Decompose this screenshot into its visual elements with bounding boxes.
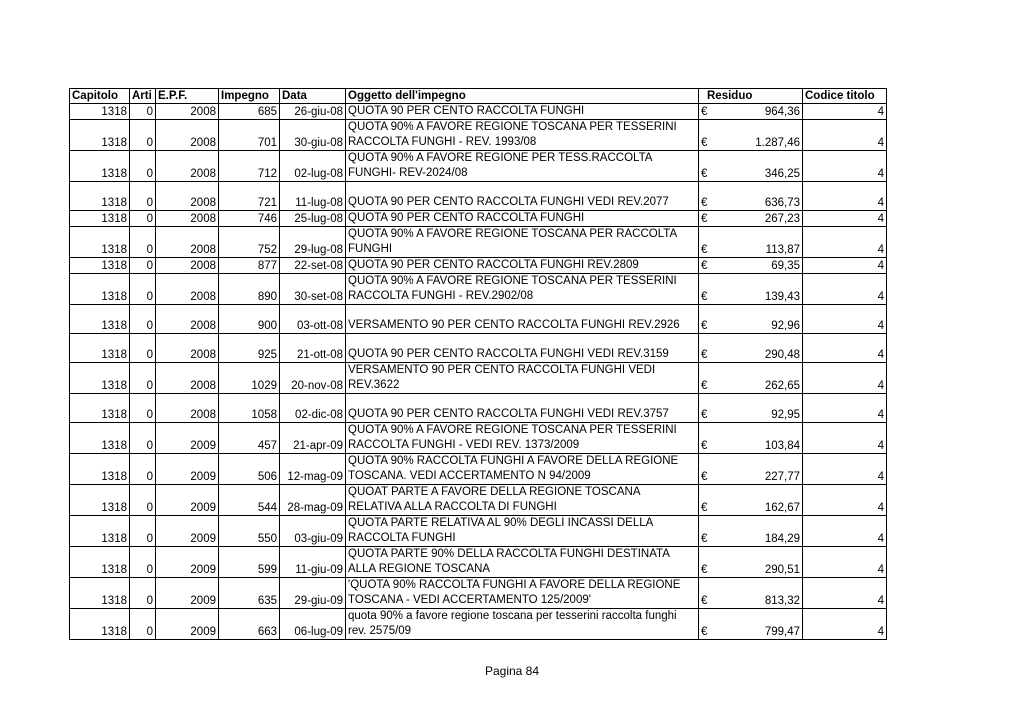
cell-residuo xyxy=(699,609,803,640)
cell-residuo xyxy=(699,151,803,182)
currency-symbol: € xyxy=(701,471,708,483)
cell-capitolo: 1318 xyxy=(70,334,130,363)
cell-impegno: 1029 xyxy=(219,363,280,394)
cell-epf: 2009 xyxy=(156,454,219,485)
table-row xyxy=(70,182,887,211)
cell-residuo xyxy=(699,104,803,120)
currency-symbol: € xyxy=(701,533,708,545)
cell-articolo: 0 xyxy=(130,274,156,305)
currency-symbol: € xyxy=(701,197,708,209)
cell-codice: 4 xyxy=(803,258,887,274)
cell-capitolo: 1318 xyxy=(70,423,130,454)
residuo-amount: 290,51 xyxy=(764,564,800,576)
cell-oggetto: quota 90% a favore regione toscana per tesserini raccolta funghi rev. 2575/09 xyxy=(346,609,699,640)
header-oggetto: Oggetto dell'impegno xyxy=(346,89,699,104)
header-impegno: Impegno xyxy=(219,89,280,104)
cell-epf: 2009 xyxy=(156,609,219,640)
currency-symbol: € xyxy=(701,213,708,225)
residuo-amount: 290,48 xyxy=(764,349,800,361)
table-row xyxy=(70,227,887,258)
cell-capitolo: 1318 xyxy=(70,547,130,578)
cell-residuo xyxy=(699,274,803,305)
cell-articolo: 0 xyxy=(130,211,156,227)
table-row xyxy=(70,516,887,547)
cell-capitolo: 1318 xyxy=(70,227,130,258)
cell-capitolo: 1318 xyxy=(70,578,130,609)
residuo-amount: 92,95 xyxy=(771,409,800,421)
cell-data: 30-giu-08 xyxy=(280,120,346,151)
cell-oggetto: QUOTA 90% A FAVORE REGIONE TOSCANA PER TESSERINI RACCOLTA FUNGHI - VEDI REV. 1373/2009 xyxy=(346,423,699,454)
currency-symbol: € xyxy=(701,320,708,332)
cell-codice: 4 xyxy=(803,454,887,485)
cell-codice: 4 xyxy=(803,120,887,151)
cell-oggetto: QUOAT PARTE A FAVORE DELLA REGIONE TOSCANA RELATIVA ALLA RACCOLTA DI FUNGHI xyxy=(346,485,699,516)
cell-impegno: 752 xyxy=(219,227,280,258)
cell-articolo: 0 xyxy=(130,104,156,120)
cell-residuo xyxy=(699,258,803,274)
currency-symbol: € xyxy=(701,106,708,118)
table-row xyxy=(70,547,887,578)
cell-codice: 4 xyxy=(803,104,887,120)
table-row xyxy=(70,305,887,334)
cell-capitolo: 1318 xyxy=(70,104,130,120)
residuo-amount: 69,35 xyxy=(771,260,800,272)
cell-capitolo: 1318 xyxy=(70,454,130,485)
table-row xyxy=(70,104,887,120)
residuo-amount: 103,84 xyxy=(764,440,800,452)
cell-codice: 4 xyxy=(803,423,887,454)
currency-symbol: € xyxy=(701,244,708,256)
header-epf: E.P.F. xyxy=(156,89,219,104)
cell-epf: 2008 xyxy=(156,274,219,305)
cell-codice: 4 xyxy=(803,394,887,423)
cell-epf: 2008 xyxy=(156,120,219,151)
header-row xyxy=(70,89,887,104)
cell-articolo: 0 xyxy=(130,227,156,258)
currency-symbol: € xyxy=(701,564,708,576)
currency-symbol: € xyxy=(701,502,708,514)
cell-residuo xyxy=(699,485,803,516)
residuo-amount: 184,29 xyxy=(764,533,800,545)
cell-articolo: 0 xyxy=(130,516,156,547)
cell-articolo: 0 xyxy=(130,120,156,151)
cell-epf: 2009 xyxy=(156,485,219,516)
cell-codice: 4 xyxy=(803,547,887,578)
cell-oggetto: QUOTA 90 PER CENTO RACCOLTA FUNGHI xyxy=(346,211,699,227)
cell-epf: 2008 xyxy=(156,211,219,227)
cell-epf: 2008 xyxy=(156,394,219,423)
cell-articolo: 0 xyxy=(130,609,156,640)
cell-residuo xyxy=(699,394,803,423)
cell-epf: 2008 xyxy=(156,182,219,211)
cell-data: 11-lug-08 xyxy=(280,182,346,211)
cell-capitolo: 1318 xyxy=(70,182,130,211)
cell-epf: 2008 xyxy=(156,104,219,120)
table-row xyxy=(70,334,887,363)
cell-data: 02-lug-08 xyxy=(280,151,346,182)
cell-oggetto: QUOTA 90 PER CENTO RACCOLTA FUNGHI VEDI REV.3159 xyxy=(346,334,699,363)
cell-epf: 2008 xyxy=(156,334,219,363)
cell-impegno: 1058 xyxy=(219,394,280,423)
cell-articolo: 0 xyxy=(130,485,156,516)
cell-impegno: 925 xyxy=(219,334,280,363)
cell-codice: 4 xyxy=(803,227,887,258)
header-capitolo: Capitolo xyxy=(70,89,130,104)
cell-data: 30-set-08 xyxy=(280,274,346,305)
residuo-amount: 1.287,46 xyxy=(755,137,800,149)
header-codice-titolo: Codice titolo xyxy=(803,89,887,104)
cell-data: 21-apr-09 xyxy=(280,423,346,454)
currency-symbol: € xyxy=(701,168,708,180)
currency-symbol: € xyxy=(701,137,708,149)
cell-codice: 4 xyxy=(803,578,887,609)
cell-capitolo: 1318 xyxy=(70,274,130,305)
cell-articolo: 0 xyxy=(130,578,156,609)
cell-data: 22-set-08 xyxy=(280,258,346,274)
cell-epf: 2009 xyxy=(156,547,219,578)
cell-codice: 4 xyxy=(803,485,887,516)
cell-capitolo: 1318 xyxy=(70,120,130,151)
cell-data: 03-giu-09 xyxy=(280,516,346,547)
cell-articolo: 0 xyxy=(130,394,156,423)
table-row xyxy=(70,394,887,423)
table-row xyxy=(70,454,887,485)
cell-residuo xyxy=(699,334,803,363)
cell-oggetto: 'QUOTA 90% RACCOLTA FUNGHI A FAVORE DELLA REGIONE TOSCANA - VEDI ACCERTAMENTO 125/2009' xyxy=(346,578,699,609)
cell-capitolo: 1318 xyxy=(70,305,130,334)
cell-codice: 4 xyxy=(803,363,887,394)
cell-residuo xyxy=(699,182,803,211)
cell-oggetto: QUOTA 90 PER CENTO RACCOLTA FUNGHI VEDI REV.2077 xyxy=(346,182,699,211)
impegni-table xyxy=(69,88,887,640)
cell-capitolo: 1318 xyxy=(70,609,130,640)
cell-epf: 2008 xyxy=(156,151,219,182)
cell-data: 03-ott-08 xyxy=(280,305,346,334)
cell-residuo xyxy=(699,305,803,334)
cell-articolo: 0 xyxy=(130,423,156,454)
cell-oggetto: QUOTA 90% A FAVORE REGIONE TOSCANA PER TESSERINI RACCOLTA FUNGHI - REV. 1993/08 xyxy=(346,120,699,151)
table-row xyxy=(70,151,887,182)
table-body xyxy=(70,104,887,640)
residuo-amount: 227,77 xyxy=(764,471,800,483)
cell-codice: 4 xyxy=(803,274,887,305)
currency-symbol: € xyxy=(701,291,708,303)
residuo-amount: 267,23 xyxy=(764,213,800,225)
cell-codice: 4 xyxy=(803,516,887,547)
cell-oggetto: QUOTA 90% RACCOLTA FUNGHI A FAVORE DELLA REGIONE TOSCANA. VEDI ACCERTAMENTO N 94/2009 xyxy=(346,454,699,485)
cell-residuo xyxy=(699,120,803,151)
cell-oggetto: QUOTA PARTE RELATIVA AL 90% DEGLI INCASSI DELLA RACCOLTA FUNGHI xyxy=(346,516,699,547)
cell-data: 28-mag-09 xyxy=(280,485,346,516)
residuo-amount: 636,73 xyxy=(764,197,800,209)
cell-oggetto: QUOTA PARTE 90% DELLA RACCOLTA FUNGHI DESTINATA ALLA REGIONE TOSCANA xyxy=(346,547,699,578)
cell-epf: 2008 xyxy=(156,227,219,258)
residuo-amount: 139,43 xyxy=(764,291,800,303)
currency-symbol: € xyxy=(701,380,708,392)
currency-symbol: € xyxy=(701,440,708,452)
cell-impegno: 701 xyxy=(219,120,280,151)
cell-impegno: 712 xyxy=(219,151,280,182)
cell-impegno: 457 xyxy=(219,423,280,454)
cell-data: 20-nov-08 xyxy=(280,363,346,394)
table-row xyxy=(70,274,887,305)
residuo-amount: 262,65 xyxy=(764,380,800,392)
cell-oggetto: QUOTA 90 PER CENTO RACCOLTA FUNGHI xyxy=(346,104,699,120)
cell-impegno: 599 xyxy=(219,547,280,578)
cell-impegno: 721 xyxy=(219,182,280,211)
cell-articolo: 0 xyxy=(130,454,156,485)
cell-data: 12-mag-09 xyxy=(280,454,346,485)
cell-codice: 4 xyxy=(803,334,887,363)
cell-oggetto: VERSAMENTO 90 PER CENTO RACCOLTA FUNGHI REV.2926 xyxy=(346,305,699,334)
cell-impegno: 635 xyxy=(219,578,280,609)
cell-residuo xyxy=(699,423,803,454)
residuo-amount: 964,36 xyxy=(764,106,800,118)
currency-symbol: € xyxy=(701,349,708,361)
page-number: Pagina 84 xyxy=(484,664,540,678)
residuo-amount: 799,47 xyxy=(764,626,800,638)
residuo-amount: 92,96 xyxy=(771,320,800,332)
cell-capitolo: 1318 xyxy=(70,363,130,394)
cell-epf: 2009 xyxy=(156,423,219,454)
table-row xyxy=(70,120,887,151)
cell-codice: 4 xyxy=(803,182,887,211)
table-row xyxy=(70,578,887,609)
cell-epf: 2008 xyxy=(156,363,219,394)
cell-data: 11-giu-09 xyxy=(280,547,346,578)
cell-data: 02-dic-08 xyxy=(280,394,346,423)
cell-capitolo: 1318 xyxy=(70,485,130,516)
cell-data: 26-giu-08 xyxy=(280,104,346,120)
cell-capitolo: 1318 xyxy=(70,211,130,227)
header-articolo: Arti xyxy=(130,89,156,104)
cell-oggetto: VERSAMENTO 90 PER CENTO RACCOLTA FUNGHI VEDI REV.3622 xyxy=(346,363,699,394)
header-data: Data xyxy=(280,89,346,104)
cell-epf: 2009 xyxy=(156,516,219,547)
cell-capitolo: 1318 xyxy=(70,258,130,274)
residuo-amount: 162,67 xyxy=(764,502,800,514)
cell-impegno: 685 xyxy=(219,104,280,120)
cell-impegno: 890 xyxy=(219,274,280,305)
cell-articolo: 0 xyxy=(130,547,156,578)
cell-impegno: 877 xyxy=(219,258,280,274)
cell-impegno: 746 xyxy=(219,211,280,227)
cell-epf: 2008 xyxy=(156,305,219,334)
cell-impegno: 544 xyxy=(219,485,280,516)
cell-impegno: 550 xyxy=(219,516,280,547)
cell-residuo xyxy=(699,454,803,485)
cell-articolo: 0 xyxy=(130,305,156,334)
cell-data: 06-lug-09 xyxy=(280,609,346,640)
cell-codice: 4 xyxy=(803,305,887,334)
cell-residuo xyxy=(699,578,803,609)
cell-codice: 4 xyxy=(803,151,887,182)
cell-data: 29-giu-09 xyxy=(280,578,346,609)
cell-epf: 2009 xyxy=(156,578,219,609)
table-row xyxy=(70,609,887,640)
cell-oggetto: QUOTA 90 PER CENTO RACCOLTA FUNGHI VEDI REV.3757 xyxy=(346,394,699,423)
cell-residuo xyxy=(699,516,803,547)
cell-data: 21-ott-08 xyxy=(280,334,346,363)
residuo-amount: 813,32 xyxy=(764,595,800,607)
table-row xyxy=(70,211,887,227)
residuo-amount: 113,87 xyxy=(765,244,800,256)
cell-codice: 4 xyxy=(803,211,887,227)
cell-epf: 2008 xyxy=(156,258,219,274)
table-row xyxy=(70,363,887,394)
header-residuo: Residuo xyxy=(699,89,803,104)
cell-capitolo: 1318 xyxy=(70,516,130,547)
cell-oggetto: QUOTA 90% A FAVORE REGIONE PER TESS.RACCOLTA FUNGHI- REV-2024/08 xyxy=(346,151,699,182)
cell-articolo: 0 xyxy=(130,182,156,211)
cell-codice: 4 xyxy=(803,609,887,640)
cell-impegno: 663 xyxy=(219,609,280,640)
cell-articolo: 0 xyxy=(130,363,156,394)
currency-symbol: € xyxy=(701,260,708,272)
table-row xyxy=(70,258,887,274)
cell-articolo: 0 xyxy=(130,334,156,363)
cell-data: 25-lug-08 xyxy=(280,211,346,227)
cell-impegno: 900 xyxy=(219,305,280,334)
cell-articolo: 0 xyxy=(130,258,156,274)
cell-residuo xyxy=(699,363,803,394)
cell-capitolo: 1318 xyxy=(70,394,130,423)
cell-oggetto: QUOTA 90% A FAVORE REGIONE TOSCANA PER TESSERINI RACCOLTA FUNGHI - REV.2902/08 xyxy=(346,274,699,305)
cell-residuo xyxy=(699,227,803,258)
cell-residuo xyxy=(699,547,803,578)
cell-articolo: 0 xyxy=(130,151,156,182)
cell-oggetto: QUOTA 90 PER CENTO RACCOLTA FUNGHI REV.2809 xyxy=(346,258,699,274)
residuo-amount: 346,25 xyxy=(764,168,800,180)
currency-symbol: € xyxy=(701,595,708,607)
cell-impegno: 506 xyxy=(219,454,280,485)
currency-symbol: € xyxy=(701,626,708,638)
cell-data: 29-lug-08 xyxy=(280,227,346,258)
cell-residuo xyxy=(699,211,803,227)
cell-oggetto: QUOTA 90% A FAVORE REGIONE TOSCANA PER RACCOLTA FUNGHI xyxy=(346,227,699,258)
currency-symbol: € xyxy=(701,409,708,421)
cell-capitolo: 1318 xyxy=(70,151,130,182)
table-row xyxy=(70,423,887,454)
table-row xyxy=(70,485,887,516)
